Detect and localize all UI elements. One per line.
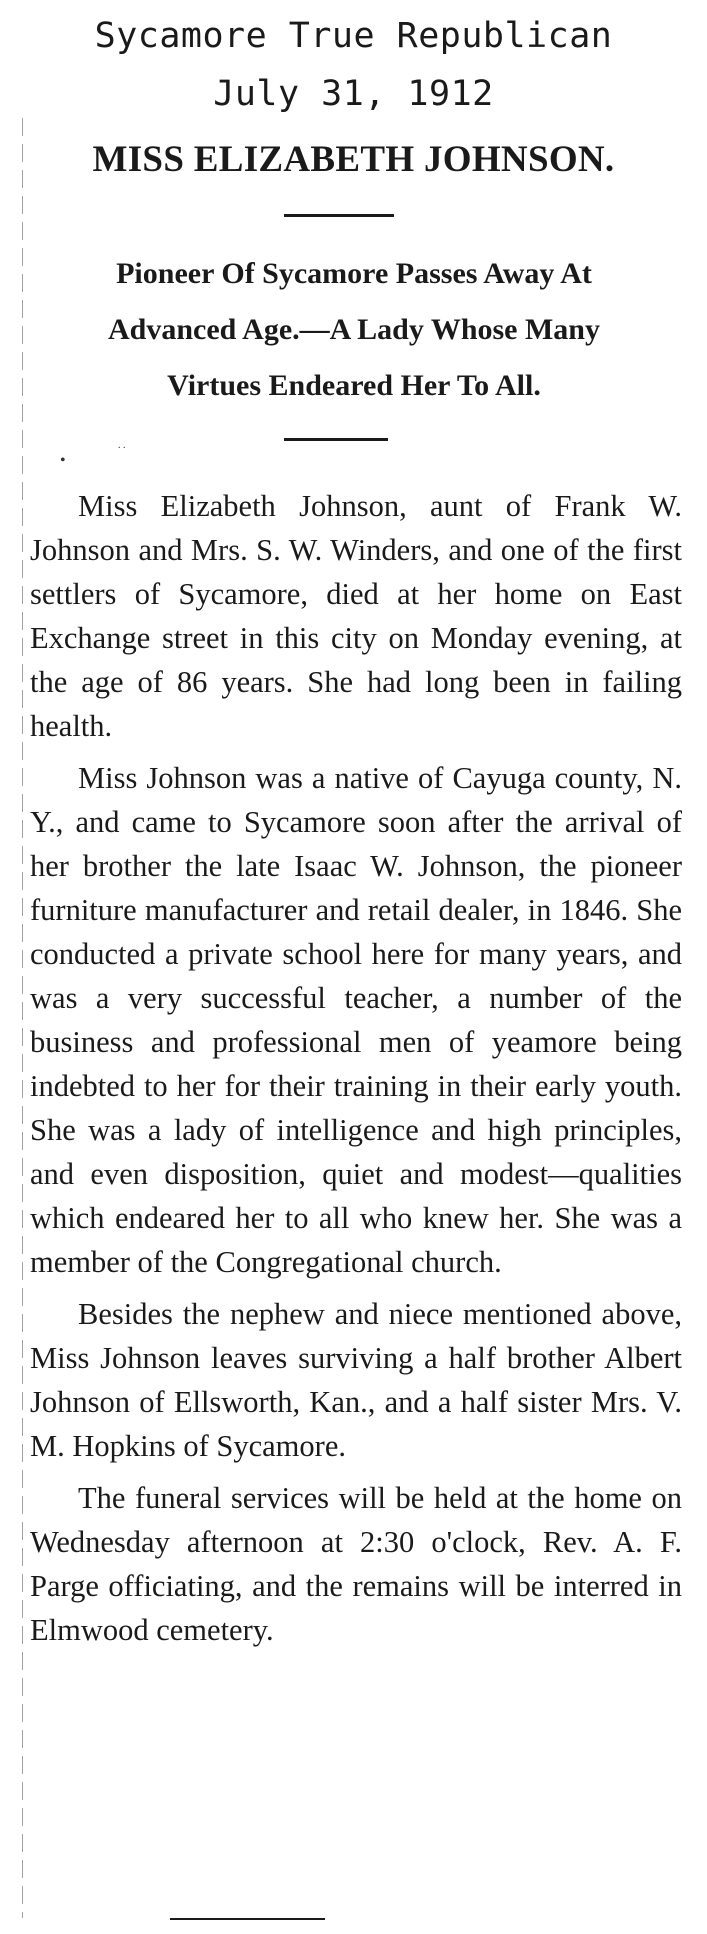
- subheadline-line: Pioneer Of Sycamore Passes Away At: [116, 257, 592, 290]
- article-body: [30, 484, 682, 1660]
- publication-date: July 31, 1912: [213, 74, 494, 114]
- column-left-rule: [22, 118, 23, 1918]
- print-speck: •: [60, 452, 66, 469]
- article-paragraph: Miss Johnson was a native of Cayuga county, N. Y., and came to Sycamore soon after the arrival of her brother the late Isaac W. Johnson, the pioneer furniture manufacturer and retail dealer, in 1846. She conducted a private school here for many years, and was a very successful teacher, a number of the business and professional men of yeamore being indebted to her for their training in their early youth. She was a lady of intelligence and high principles, and even disposition, quiet and modest—qualities which endeared her to all who knew her. She was a member of the Congregational church.: [30, 761, 682, 1279]
- subheadline-line: Advanced Age.—A Lady Whose Many: [107, 313, 600, 346]
- article-paragraph: Besides the nephew and niece mentioned above, Miss Johnson leaves surviving a half brother Albert Johnson of Ellsworth, Kan., and a half sister Mrs. V. M. Hopkins of Sycamore.: [30, 1297, 682, 1463]
- publication-name: Sycamore True Republican: [94, 16, 613, 56]
- print-speck: . .: [118, 440, 126, 451]
- article-subheadline: [24, 246, 684, 414]
- subheadline-line: Virtues Endeared Her To All.: [167, 369, 541, 402]
- article-paragraph: Miss Elizabeth Johnson, aunt of Frank W. Johnson and Mrs. S. W. Winders, and one of the first settlers of Sycamore, died at her home on East Exchange street in this city on Monday evening, at the age of 86 years. She had long been in failing health.: [30, 489, 682, 743]
- article-paragraph: The funeral services will be held at the home on Wednesday afternoon at 2:30 o'clock, Rev. A. F. Parge officiating, and the remains will be interred in Elmwood cemetery.: [30, 1481, 682, 1647]
- subheadline-divider: [284, 438, 388, 441]
- article-end-divider: [170, 1918, 325, 1920]
- headline-divider: [284, 214, 394, 217]
- article-headline: MISS ELIZABETH JOHNSON.: [92, 139, 615, 180]
